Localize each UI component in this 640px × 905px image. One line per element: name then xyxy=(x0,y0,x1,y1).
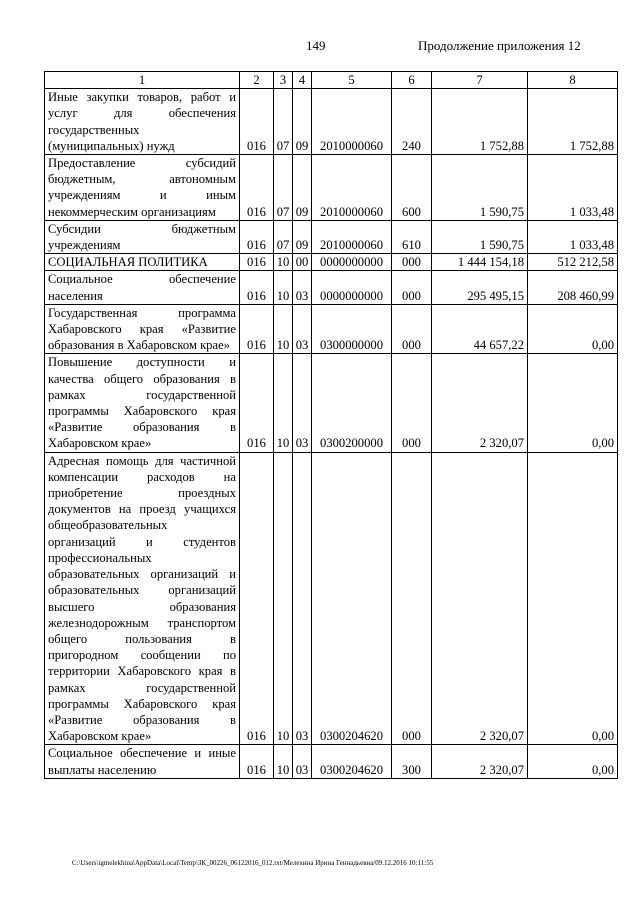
table-row xyxy=(45,254,618,271)
table-row xyxy=(45,452,618,745)
table-row xyxy=(45,304,618,354)
expense-type-cell: 000 xyxy=(392,354,432,452)
subsection-code-cell: 03 xyxy=(293,304,312,354)
row-name-cell: Иные закупки товаров, работ и услуг для обеспечения государственных (муниципальных) нужд xyxy=(45,89,240,155)
executed-amount-cell: 1 033,48 xyxy=(528,220,618,253)
table-header-row xyxy=(45,72,618,89)
expense-type-cell: 240 xyxy=(392,89,432,155)
column-header: 7 xyxy=(432,72,528,89)
department-code-cell: 016 xyxy=(240,745,274,778)
expense-type-cell: 300 xyxy=(392,745,432,778)
column-header: 2 xyxy=(240,72,274,89)
target-article-cell: 0300000000 xyxy=(312,304,392,354)
subsection-code-cell: 09 xyxy=(293,155,312,221)
section-code-cell: 10 xyxy=(274,745,293,778)
planned-amount-cell: 295 495,15 xyxy=(432,271,528,304)
row-name-cell: Адресная помощь для частичной компенсации расходов на приобретение проездных документов на проезд учащихся общеобразовательных организаций и студентов профессиональных образовательных организаций и образовательных организаций высшего образования железнодорожным транспортом общего пользования в пригородном сообщении по территории Хабаровского края в рамках государственной программы Хабаровского края «Развитие образования в Хабаровском крае» xyxy=(45,452,240,745)
target-article-cell: 0300204620 xyxy=(312,745,392,778)
expense-type-cell: 600 xyxy=(392,155,432,221)
executed-amount-cell: 1 033,48 xyxy=(528,155,618,221)
expense-type-cell: 610 xyxy=(392,220,432,253)
planned-amount-cell: 44 657,22 xyxy=(432,304,528,354)
planned-amount-cell: 1 752,88 xyxy=(432,89,528,155)
department-code-cell: 016 xyxy=(240,254,274,271)
planned-amount-cell: 1 590,75 xyxy=(432,220,528,253)
page-number: 149 xyxy=(306,38,326,53)
expense-type-cell: 000 xyxy=(392,254,432,271)
department-code-cell: 016 xyxy=(240,271,274,304)
subsection-code-cell: 03 xyxy=(293,271,312,304)
subsection-code-cell: 09 xyxy=(293,220,312,253)
budget-table xyxy=(44,71,618,779)
expense-type-cell: 000 xyxy=(392,452,432,745)
planned-amount-cell: 2 320,07 xyxy=(432,354,528,452)
row-name-cell: Предоставление субсидий бюджетным, автономным учреждениям и иным некоммерческим организациям xyxy=(45,155,240,221)
executed-amount-cell: 512 212,58 xyxy=(528,254,618,271)
section-code-cell: 07 xyxy=(274,220,293,253)
subsection-code-cell: 09 xyxy=(293,89,312,155)
expense-type-cell: 000 xyxy=(392,271,432,304)
department-code-cell: 016 xyxy=(240,220,274,253)
column-header: 3 xyxy=(274,72,293,89)
appendix-continuation-header: Продолжение приложения 12 xyxy=(418,38,581,53)
department-code-cell: 016 xyxy=(240,354,274,452)
target-article-cell: 2010000060 xyxy=(312,89,392,155)
section-code-cell: 07 xyxy=(274,89,293,155)
subsection-code-cell: 03 xyxy=(293,354,312,452)
section-code-cell: 07 xyxy=(274,155,293,221)
file-path-footer: C:\Users\igmelekhina\AppData\Local\Temp\ЗК_00226_06122016_012.txt/Мелехина Ирина Геннадьевна/09.12.2016 10:11:55 xyxy=(72,859,434,867)
table-row xyxy=(45,220,618,253)
department-code-cell: 016 xyxy=(240,89,274,155)
row-name-cell: СОЦИАЛЬНАЯ ПОЛИТИКА xyxy=(45,254,240,271)
department-code-cell: 016 xyxy=(240,155,274,221)
table-row xyxy=(45,155,618,221)
executed-amount-cell: 0,00 xyxy=(528,354,618,452)
executed-amount-cell: 0,00 xyxy=(528,452,618,745)
target-article-cell: 0300200000 xyxy=(312,354,392,452)
expense-type-cell: 000 xyxy=(392,304,432,354)
department-code-cell: 016 xyxy=(240,304,274,354)
planned-amount-cell: 2 320,07 xyxy=(432,745,528,778)
target-article-cell: 2010000060 xyxy=(312,155,392,221)
target-article-cell: 2010000060 xyxy=(312,220,392,253)
column-header: 8 xyxy=(528,72,618,89)
section-code-cell: 10 xyxy=(274,304,293,354)
section-code-cell: 10 xyxy=(274,271,293,304)
table-row xyxy=(45,745,618,778)
row-name-cell: Повышение доступности и качества общего образования в рамках государственной программы Хабаровского края «Развитие образования в Хабаровском крае» xyxy=(45,354,240,452)
section-code-cell: 10 xyxy=(274,354,293,452)
section-code-cell: 10 xyxy=(274,254,293,271)
executed-amount-cell: 0,00 xyxy=(528,745,618,778)
planned-amount-cell: 2 320,07 xyxy=(432,452,528,745)
executed-amount-cell: 1 752,88 xyxy=(528,89,618,155)
executed-amount-cell: 208 460,99 xyxy=(528,271,618,304)
column-header: 6 xyxy=(392,72,432,89)
target-article-cell: 0000000000 xyxy=(312,254,392,271)
row-name-cell: Субсидии бюджетным учреждениям xyxy=(45,220,240,253)
department-code-cell: 016 xyxy=(240,452,274,745)
table-row xyxy=(45,89,618,155)
planned-amount-cell: 1 444 154,18 xyxy=(432,254,528,271)
target-article-cell: 0000000000 xyxy=(312,271,392,304)
section-code-cell: 10 xyxy=(274,452,293,745)
row-name-cell: Социальное обеспечение и иные выплаты населению xyxy=(45,745,240,778)
target-article-cell: 0300204620 xyxy=(312,452,392,745)
row-name-cell: Социальное обеспечение населения xyxy=(45,271,240,304)
column-header: 1 xyxy=(45,72,240,89)
subsection-code-cell: 03 xyxy=(293,452,312,745)
column-header: 5 xyxy=(312,72,392,89)
table-row xyxy=(45,271,618,304)
subsection-code-cell: 03 xyxy=(293,745,312,778)
table-row xyxy=(45,354,618,452)
subsection-code-cell: 00 xyxy=(293,254,312,271)
executed-amount-cell: 0,00 xyxy=(528,304,618,354)
row-name-cell: Государственная программа Хабаровского края «Развитие образования в Хабаровском крае» xyxy=(45,304,240,354)
column-header: 4 xyxy=(293,72,312,89)
planned-amount-cell: 1 590,75 xyxy=(432,155,528,221)
